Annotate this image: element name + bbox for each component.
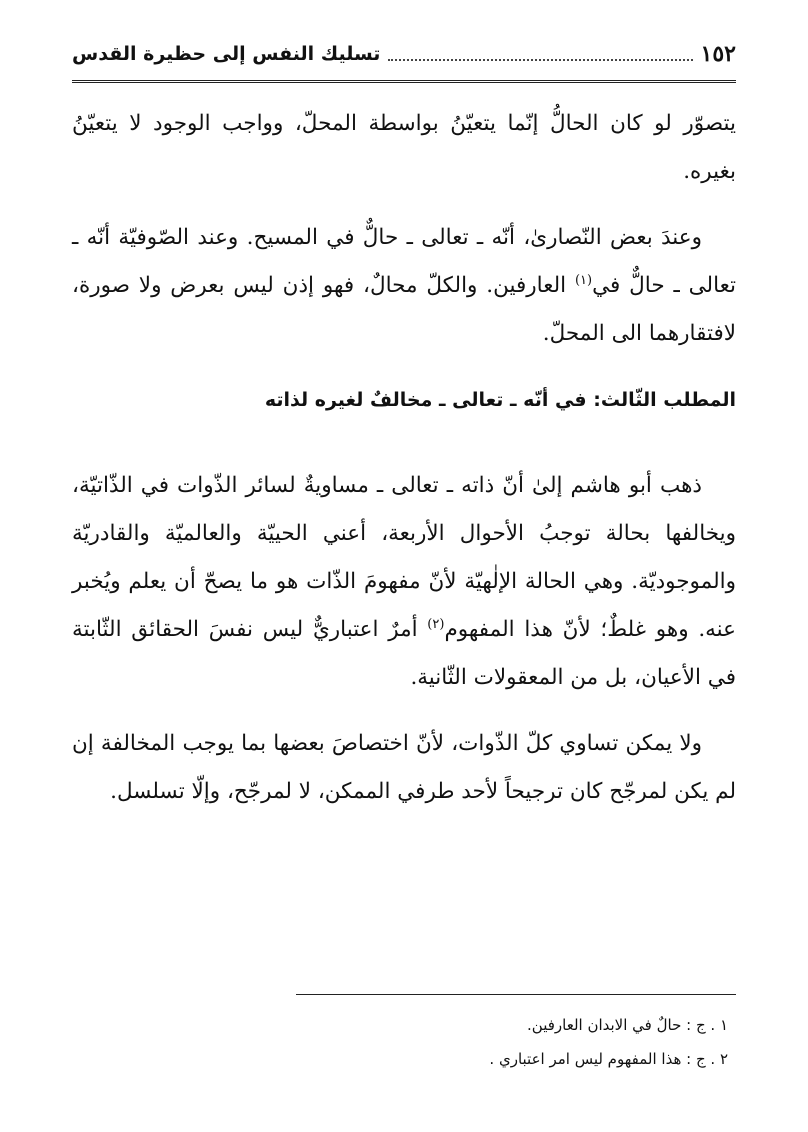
- main-text: [72, 100, 736, 816]
- page-header: [72, 34, 736, 74]
- paragraph-4: ولا يمكن تساوي كلّ الذّوات، لأنّ اختصاصَ بعضها بما يوجب المخالفة إن لم يكن لمرجّح كان ترجيحاً لأحد طرفي الممكن، لا لمرجّح، وإلّا تسلسل.: [72, 731, 736, 804]
- paragraph-1: يتصوّر لو كان الحالُّ إنّما يتعيّنُ بواسطة المحلّ، وواجب الوجود لا يتعيّنُ بغيره.: [72, 111, 736, 184]
- paragraph-2: [72, 214, 736, 358]
- running-title: تسليك النفس إلى حظيرة القدس: [72, 43, 381, 65]
- footnote-2: ٢ . ج : هذا المفهوم ليس امر اعتباري .: [489, 1050, 728, 1068]
- footnotes: [100, 1008, 728, 1076]
- dotted-leader: [388, 59, 692, 61]
- footnote-marker-2: (٢): [427, 616, 445, 632]
- section-heading: المطلب الثّالث: في أنّه ـ تعالى ـ مخالفٌ لغيره لذاته: [264, 389, 736, 411]
- footnote-separator: [296, 994, 736, 995]
- page-number: ١٥٢: [700, 41, 736, 67]
- footnote-1: ١ . ج : حالٌ في الابدان العارفين.: [527, 1016, 728, 1034]
- footnote-marker-1: (١): [574, 272, 593, 288]
- paragraph-3-text-a: ذهب أبو هاشم إلىٰ أنّ ذاته ـ تعالى ـ مساويةٌ لسائر الذّوات في الذّاتيّة، ويخالفها بحالة توجبُ الأحوال الأربعة، أعني الحييّة والعالميّة والقادريّة والموجوديّة. وهي الحالة الإلٰهيّة لأنّ مفهومَ الذّات هو ما يصحّ أن يعلم ويُخبر عنه. وهو غلطٌ؛ لأنّ هذا المفهوم: [72, 473, 736, 642]
- paragraph-3-text-b: أمرٌ اعتباريٌّ ليس نفسَ الحقائق الثّابتة في الأعيان، بل من المعقولات الثّانية.: [72, 617, 736, 690]
- paragraph-2-text-b: العارفين. والكلّ محالٌ، فهو إذن ليس بعرض ولا صورة، لافتقارهما الى المحلّ.: [72, 273, 736, 346]
- paragraph-3: [72, 462, 736, 702]
- header-double-rule: [72, 80, 736, 83]
- paragraph-2-text-a: وعندَ بعض النّصارىٰ، أنّه ـ تعالى ـ حالٌّ في المسيح. وعند الصّوفيّة أنّه ـ تعالى ـ حالٌّ في: [72, 225, 736, 298]
